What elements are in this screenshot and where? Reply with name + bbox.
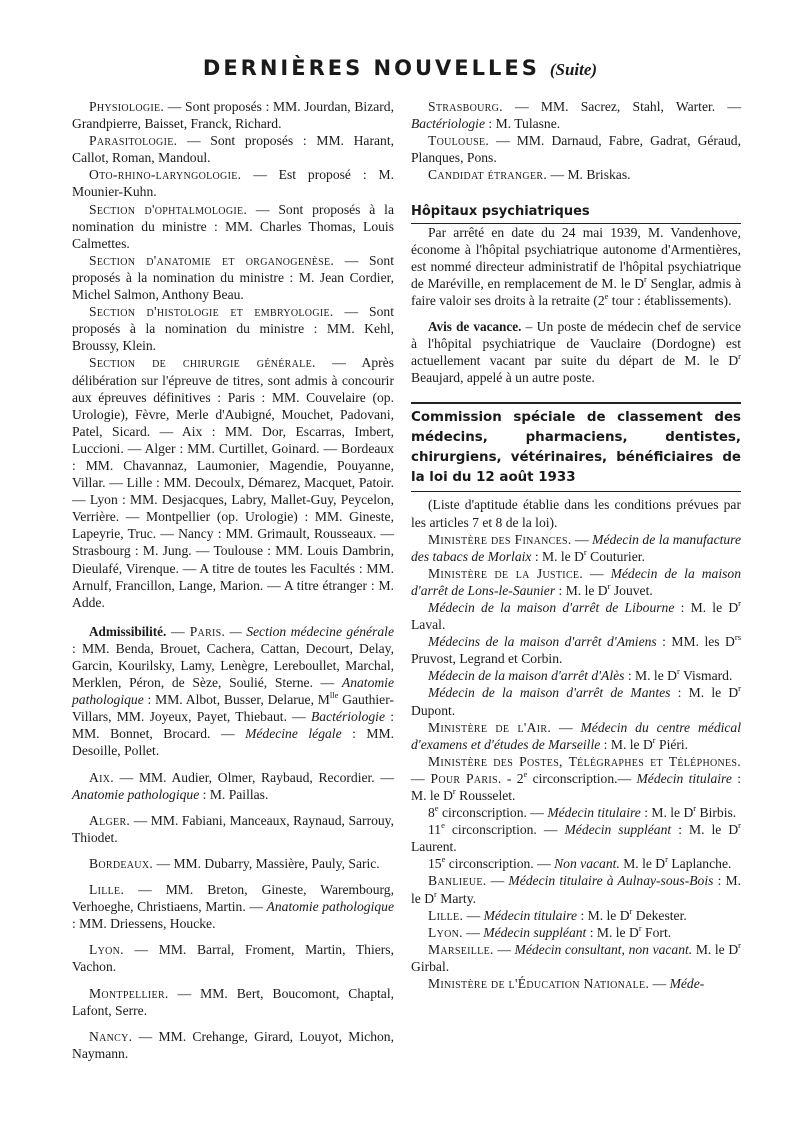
entry-mantes: Médecin de la maison d'arrêt de Mantes : M. le $D^r$ Dupont. xyxy=(411,683,742,718)
entry-ptt: Ministère des Postes, Télégraphes et Téléphones. — Pour Paris. - 2e circonscription.— Médecin titulaire : M. le $D^r$ Rousselet. xyxy=(411,753,741,803)
paragraph-bordeaux: Bordeaux. — MM. Dubarry, Massière, Pauly, Saric. xyxy=(89,855,380,871)
entry-education: Ministère de l'Éducation Nationale. — Méde- xyxy=(428,976,705,992)
paragraph-nancy: Nancy. — MM. Crehange, Girard, Louyot, Michon, Naymann. xyxy=(72,1028,394,1061)
right-column xyxy=(411,98,741,992)
paragraph-histologie: Section d'histologie et embryologie. — Sont proposés à la nomination du ministre : MM. Kehl, Broussy, Klein. xyxy=(72,304,394,354)
entry-finances: Ministère des Finances. — Médecin de la manufacture des tabacs de Morlaix : M. le $D^r$ Couturier. xyxy=(411,531,741,564)
paragraph-vacance: Avis de vacance. – Un poste de médecin chef de service à l'hôpital psychiatrique de Vauclaire (Dordogne) est actuellement vacant par suite du départ de M. le $D^r$ Beaujard, appelé à un autre poste. xyxy=(411,319,741,386)
paragraph-candidat: Candidat étranger. — M. Briskas. xyxy=(428,167,631,183)
entry-lyon: Lyon. — Médecin suppléant : M. le $D^r$ Fort. xyxy=(428,922,672,940)
paragraph-parasitologie: Parasitologie. — Sont proposés : MM. Harant, Callot, Roman, Mandoul. xyxy=(72,133,394,166)
paragraph-oto: Oto-rhino-laryngologie. — Est proposé : M. Mounier-Kuhn. xyxy=(72,167,394,200)
page-title: DERNIÈRES NOUVELLES xyxy=(202,56,540,80)
page-header xyxy=(0,56,800,80)
paragraph-lille: Lille. — MM. Breton, Gineste, Warembourg, Verhoeghe, Christiaens, Martin. — Anatomie pathologique : MM. Driessens, Houcke. xyxy=(72,882,394,932)
entry-libourne: Médecin de la maison d'arrêt de Libourne : M. le $D^r$ Laval. xyxy=(411,597,741,633)
page-title-suite: (Suite) xyxy=(549,60,598,79)
entry-marseille: Marseille. — Médecin consultant, non vacant. M. le $D^r$ Girbal. xyxy=(411,939,741,974)
entry-lille: Lille. — Médecin titulaire : M. le $D^r$ Dekester. xyxy=(428,905,687,923)
paragraph-chirurgie: Section de chirurgie générale. — Après délibération sur l'épreuve de titres, sont admis à concourir aux épreuves définitives : Paris : MM. Couvelaire (op. Urologie), Fèvre, Merle d'Aubigné, Mouchet, Padovani, Patel, Sicard. — Aix : MM. Dor, Escarras, Imbert, Luccioni. — Alger : MM. Curtillet, Goinard. — Bordeaux : MM. Chavannaz, Laumonier, Magendie, Pouyanne, Villar. — Lille : MM. Decoulx, Démarez, Macquet, Patoir.— Lyon : MM. Desjacques, Labry, Mallet-Guy, Peycelon, Verrière. — Montpellier (op. Urologie) : MM. Gineste, Lapeyrie, Truc. — Nancy : MM. Grimault, Rousseaux. — Strasbourg : M. Jung. — Toulouse : MM. Louis Dambrin, Dieulafé, Virenque. — A titre de toutes les Facultés : MM. Arnulf, Francillon, Lange, Marion. — A titre étranger : M. Adde. xyxy=(72,355,395,610)
entry-banlieue: Banlieue. — Médecin titulaire à Aulnay-sous-Bois : M. le $D^r$ Marty. xyxy=(411,873,741,906)
entry-air: Ministère de l'Air. — Médecin du centre médical d'examens et d'études de Marseille : M. le $D^r$ Piéri. xyxy=(411,719,741,752)
paragraph-toulouse: Toulouse. — MM. Darnaud, Fabre, Gadrat, Géraud, Planques, Pons. xyxy=(411,133,741,166)
entry-circ-15: 15e circonscription. — Non vacant. M. le $D^r$ Laplanche. xyxy=(428,854,732,872)
paragraph-arrete: Par arrêté en date du 24 mai 1939, M. Vandenhove, économe à l'hôpital psychiatrique autonome d'Armentières, est nommé directeur administratif de l'hôpital psychiatrique de Maréville, en remplacement de M. le $D^r$ Senglar, admis à faire valoir ses droits à la retraite (2e tour : établissements). xyxy=(411,224,741,308)
paragraph-aix: Aix. — MM. Audier, Olmer, Raybaud, Recordier. — Anatomie pathologique : M. Paillas. xyxy=(72,769,394,802)
entry-circ-8: 8e circonscription. — Médecin titulaire : M. le $D^r$ Birbis. xyxy=(428,803,737,821)
paragraph-admissibilite: Admissibilité. — Paris. — Section médecine générale : MM. Benda, Brouet, Cachera, Cattan, Decourt, Delay, Garcin, Kourilsky, Lamy, Lenègre, Lereboullet, Marchal, Merklen, Péron, de Sèze, Soulié, Sterne. — Anatomie pathologique : MM. Albot, Busser, Delarue, $M^{lle}$ Gauthier-Villars, MM. Joyeux, Payet, Thiebaut. — Bactériologie : MM. Bonnet, Brocard. — Médecine légale : MM. Desoille, Pollet. xyxy=(72,623,394,759)
paragraph-liste: (Liste d'aptitude établie dans les conditions prévues par les articles 7 et 8 de la loi). xyxy=(411,497,741,530)
paragraph-alger: Alger. — MM. Fabiani, Manceaux, Raynaud, Sarrouy, Thiodet. xyxy=(72,812,394,845)
paragraph-anatomie: Section d'anatomie et organogenèse. — Sont proposés à la nomination du ministre : M. Jean Cordier, Michel Salmon, Anthony Beau. xyxy=(72,252,394,303)
entry-justice: Ministère de la Justice. — Médecin de la maison d'arrêt de Lons-le-Saunier : M. le $D^r$ Jouvet. xyxy=(411,565,741,598)
entry-ales: Médecin de la maison d'arrêt d'Alès : M. le $D^r$ Vismard. xyxy=(428,666,733,684)
paragraph-montpellier: Montpellier. — MM. Bert, Boucomont, Chaptal, Lafont, Serre. xyxy=(72,985,394,1018)
entry-amiens: Médecins de la maison d'arrêt d'Amiens : MM. les $D^{rs}$ Pruvost, Legrand et Corbin. xyxy=(411,632,741,667)
paragraph-strasbourg: Strasbourg. — MM. Sacrez, Stahl, Warter. — Bactériologie : M. Tulasne. xyxy=(411,99,741,132)
entry-circ-11: 11e circonscription. — Médecin suppléant : M. le $D^r$ Laurent. xyxy=(411,820,741,855)
paragraph-lyon: Lyon. — MM. Barral, Froment, Martin, Thiers, Vachon. xyxy=(72,942,394,975)
left-column xyxy=(72,98,394,1062)
section-title-commission: Commission spéciale de classement des médecins, pharmaciens, dentistes, chirurgiens, vétérinaires, bénéficiaires de la loi du 12 août 1933 xyxy=(411,402,741,492)
paragraph-ophtalmologie: Section d'ophtalmologie. — Sont proposés à la nomination du ministre : MM. Charles Thomas, Louis Calmettes. xyxy=(72,201,394,251)
paragraph-physiologie: Physiologie. — Sont proposés : MM. Jourdan, Bizard, Grandpierre, Baisset, Franck, Richard. xyxy=(72,99,394,132)
section-title-hopitaux: Hôpitaux psychiatriques xyxy=(411,203,741,223)
